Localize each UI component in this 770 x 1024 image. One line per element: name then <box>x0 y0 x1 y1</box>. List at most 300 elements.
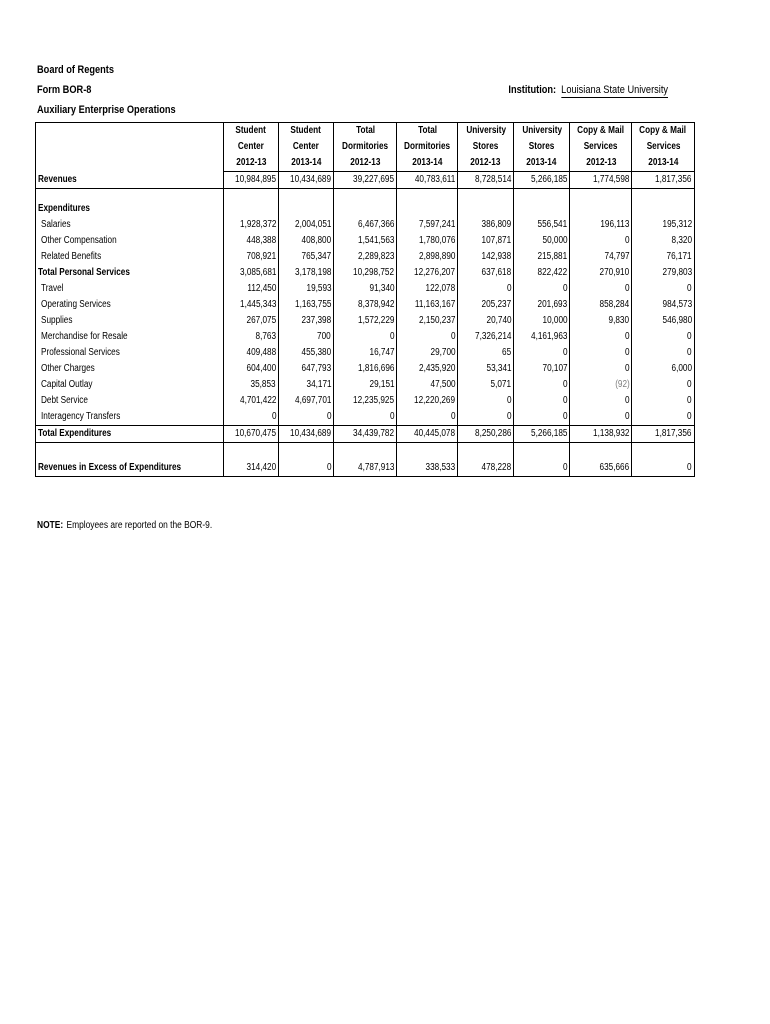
expenditure-value-text: 29,700 <box>430 347 456 358</box>
revenues-row <box>36 172 695 189</box>
expenditure-value-text: 0 <box>624 331 630 342</box>
revenues-value-text: 1,817,356 <box>655 174 692 185</box>
column-header-1 <box>224 123 279 140</box>
expenditure-value-text: 10,298,752 <box>353 267 395 278</box>
expenditure-value-text: 34,171 <box>306 379 332 390</box>
column-header-3 <box>334 139 397 155</box>
expenditure-value-text: 858,284 <box>599 299 630 310</box>
expenditure-row <box>36 265 695 281</box>
expenditure-value <box>458 377 514 393</box>
expenditure-value <box>632 409 694 426</box>
spacer-cell <box>514 189 570 202</box>
expenditure-row <box>36 409 695 426</box>
expenditure-value <box>334 281 397 297</box>
column-header-8-text: 2013-14 <box>648 157 679 168</box>
expenditure-value <box>570 265 632 281</box>
expenditure-value-text: 47,500 <box>430 379 456 390</box>
expenditure-value <box>570 409 632 426</box>
expenditure-value <box>397 297 458 313</box>
excess-value-text: 0 <box>562 462 568 473</box>
expenditure-row <box>36 377 695 393</box>
expenditure-value <box>514 265 570 281</box>
revenues-label-text: Revenues <box>38 173 77 185</box>
total-expenditures-value-text: 10,670,475 <box>235 428 277 439</box>
expenditure-value <box>458 313 514 329</box>
excess-value-text: 0 <box>326 462 332 473</box>
expenditure-value <box>279 393 334 409</box>
expenditure-value-text: 1,816,696 <box>357 363 395 374</box>
spacer-cell <box>632 443 694 461</box>
expenditure-value-text: 12,220,269 <box>414 395 456 406</box>
column-header-7 <box>570 139 632 155</box>
expenditure-value <box>334 297 397 313</box>
empty-cell <box>632 201 694 217</box>
expenditure-value <box>632 313 694 329</box>
expenditure-row <box>36 313 695 329</box>
expenditure-value-text: 0 <box>687 331 692 342</box>
expenditure-value-text: 107,871 <box>481 235 512 246</box>
expenditure-value <box>279 329 334 345</box>
expenditure-value-text: 0 <box>687 411 692 422</box>
total-expenditures-value-text: 34,439,782 <box>353 428 395 439</box>
expenditure-label <box>36 297 224 313</box>
excess-value <box>397 460 458 477</box>
spacer-cell <box>632 189 694 202</box>
expenditure-value <box>224 217 279 233</box>
revenues-value-text: 5,266,185 <box>530 174 568 185</box>
total-expenditures-value <box>514 426 570 443</box>
expenditure-value <box>334 409 397 426</box>
expenditure-value-text: 0 <box>562 347 568 358</box>
spacer-cell <box>224 443 279 461</box>
expenditure-value <box>397 393 458 409</box>
excess-value-text: 314,420 <box>246 462 277 473</box>
expenditure-value <box>224 313 279 329</box>
expenditure-value-text: 637,618 <box>481 267 512 278</box>
header-label-cell <box>36 123 224 140</box>
expenditure-value <box>397 329 458 345</box>
expenditure-value-text: 0 <box>506 411 512 422</box>
expenditure-value-text: 0 <box>687 379 692 390</box>
column-header-7-text: Services <box>583 141 618 152</box>
expenditure-value <box>458 361 514 377</box>
column-header-4-text: Dormitories <box>404 141 451 152</box>
expenditure-value <box>334 361 397 377</box>
excess-value <box>224 460 279 477</box>
expenditure-value <box>458 393 514 409</box>
column-header-6-text: 2013-14 <box>526 157 557 168</box>
excess-label <box>36 460 224 477</box>
expenditure-value <box>224 249 279 265</box>
table-body <box>36 123 695 477</box>
expenditure-value <box>570 249 632 265</box>
expenditure-value-text: 7,597,241 <box>418 219 456 230</box>
expenditure-value-text: 20,740 <box>486 315 512 326</box>
expenditure-value <box>632 281 694 297</box>
expenditure-value-text: 448,388 <box>246 235 277 246</box>
expenditure-label-text: Merchandise for Resale <box>41 331 128 342</box>
expenditure-value-text: 0 <box>687 347 692 358</box>
expenditure-value <box>397 249 458 265</box>
expenditure-value-text: 4,697,701 <box>294 395 332 406</box>
column-header-6-text: Stores <box>528 141 555 152</box>
excess-value-text: 338,533 <box>425 462 456 473</box>
expenditure-value <box>224 265 279 281</box>
expenditure-value-text: 2,435,920 <box>418 363 456 374</box>
revenues-value-text: 39,227,695 <box>353 174 395 185</box>
expenditure-value-text: 122,078 <box>425 283 456 294</box>
expenditure-value <box>632 329 694 345</box>
expenditure-value-text: 0 <box>562 379 568 390</box>
expenditure-value-text: 201,693 <box>537 299 568 310</box>
expenditure-value <box>514 281 570 297</box>
expenditure-label <box>36 345 224 361</box>
total-expenditures-label <box>36 426 224 443</box>
expenditure-value-text: 1,780,076 <box>418 235 456 246</box>
column-header-1-text: 2012-13 <box>235 157 267 168</box>
expenditure-label-text: Related Benefits <box>41 251 102 262</box>
expenditure-value <box>224 361 279 377</box>
expenditure-value <box>334 345 397 361</box>
revenues-value-text: 40,783,611 <box>414 174 456 185</box>
expenditure-value-text: 700 <box>317 331 332 342</box>
expenditure-value <box>514 249 570 265</box>
excess-value <box>632 460 694 477</box>
expenditure-value-text: 0 <box>506 395 512 406</box>
expenditure-value <box>570 329 632 345</box>
total-expenditures-row <box>36 426 695 443</box>
expenditure-value-text: 12,235,925 <box>353 395 395 406</box>
expenditure-row <box>36 217 695 233</box>
expenditure-label <box>36 361 224 377</box>
column-header-7-text: 2012-13 <box>585 157 616 168</box>
expenditure-value <box>570 281 632 297</box>
column-header-2 <box>279 139 334 155</box>
expenditure-value <box>334 329 397 345</box>
column-header-5 <box>458 123 514 140</box>
column-header-4 <box>397 123 458 140</box>
column-header-3 <box>334 123 397 140</box>
excess-value-text: 4,787,913 <box>357 462 395 473</box>
expenditure-value <box>514 377 570 393</box>
column-header-8 <box>632 139 694 155</box>
expenditure-value <box>397 313 458 329</box>
excess-value <box>458 460 514 477</box>
spacer-row <box>36 443 695 461</box>
total-expenditures-value-text: 1,138,932 <box>592 428 630 439</box>
column-header-2-text: Center <box>293 141 320 152</box>
expenditure-value <box>632 297 694 313</box>
column-header-row <box>36 123 695 140</box>
expenditure-value-text: 35,853 <box>250 379 277 390</box>
form-title-board: Board of Regents <box>37 64 115 76</box>
expenditure-value <box>224 345 279 361</box>
expenditure-value-text: 70,107 <box>542 363 568 374</box>
header-label-cell <box>36 155 224 172</box>
expenditure-label-text: Debt Service <box>41 395 88 406</box>
revenues-value-text: 1,774,598 <box>592 174 630 185</box>
column-header-row <box>36 155 695 172</box>
expenditure-value-text: 0 <box>624 411 630 422</box>
expenditure-value-text: 0 <box>624 363 630 374</box>
expenditure-label-text: Capital Outlay <box>41 379 93 390</box>
expenditure-value <box>570 361 632 377</box>
expenditure-value <box>570 297 632 313</box>
expenditure-value-text: 50,000 <box>542 235 568 246</box>
empty-cell <box>514 201 570 217</box>
expenditure-value-text: 3,178,198 <box>294 267 332 278</box>
column-header-4-text: Total <box>417 125 437 136</box>
spacer-cell <box>36 189 224 202</box>
expenditure-value-text: 267,075 <box>246 315 277 326</box>
excess-value-text: 0 <box>687 462 692 473</box>
column-header-3 <box>334 155 397 172</box>
spacer-cell <box>224 189 279 202</box>
column-header-2 <box>279 123 334 140</box>
column-header-5-text: University <box>465 125 506 136</box>
expenditure-row <box>36 345 695 361</box>
institution-label: Institution: <box>508 84 557 96</box>
expenditure-value <box>570 393 632 409</box>
expenditure-value-text: 0 <box>624 283 630 294</box>
expenditure-value <box>397 409 458 426</box>
expenditure-value-text: 2,004,051 <box>294 219 332 230</box>
expenditure-value-text: 0 <box>624 395 630 406</box>
column-header-3-text: Dormitories <box>342 141 389 152</box>
expenditure-value <box>397 281 458 297</box>
expenditure-value-text: 112,450 <box>247 283 277 294</box>
expenditure-value-text: 237,398 <box>301 315 332 326</box>
spacer-cell <box>334 443 397 461</box>
column-header-5 <box>458 155 514 172</box>
expenditure-value <box>334 249 397 265</box>
revenues-value <box>570 172 632 189</box>
expenditure-value <box>514 313 570 329</box>
expenditure-value <box>514 217 570 233</box>
expenditure-value <box>224 281 279 297</box>
expenditure-row <box>36 393 695 409</box>
expenditure-label-text: Other Charges <box>41 363 95 374</box>
expenditure-value-text: 408,800 <box>301 235 332 246</box>
expenditure-row <box>36 329 695 345</box>
spacer-cell <box>570 443 632 461</box>
expenditure-label <box>36 409 224 426</box>
expenditure-label-text: Salaries <box>41 219 71 230</box>
spacer-cell <box>36 443 224 461</box>
expenditure-value <box>570 233 632 249</box>
expenditure-value <box>458 265 514 281</box>
expenditure-label <box>36 217 224 233</box>
expenditure-value <box>458 217 514 233</box>
expenditure-value <box>224 393 279 409</box>
expenditure-value <box>279 345 334 361</box>
expenditure-label-text: Other Compensation <box>41 235 117 246</box>
revenues-value-text: 10,984,895 <box>235 174 277 185</box>
expenditure-value <box>224 409 279 426</box>
expenditure-value-text: 0 <box>389 411 395 422</box>
expenditure-value-text: 708,921 <box>246 251 277 262</box>
total-expenditures-value-text: 8,250,286 <box>474 428 512 439</box>
expenditure-value <box>397 377 458 393</box>
form-title-number: Form BOR-8 <box>37 84 92 96</box>
expenditure-value-text: 195,312 <box>662 219 692 230</box>
expenditure-value-text: 4,701,422 <box>239 395 277 406</box>
column-header-6-text: University <box>521 125 562 136</box>
expenditure-value-text: 53,341 <box>486 363 512 374</box>
excess-label-text: Revenues in Excess of Expenditures <box>38 462 182 473</box>
expenditure-value <box>458 249 514 265</box>
spacer-cell <box>570 189 632 202</box>
expenditure-row <box>36 361 695 377</box>
expenditure-value-text: 1,445,343 <box>239 299 277 310</box>
expenditure-value-text: 822,422 <box>537 267 568 278</box>
expenditure-value-text: 1,928,372 <box>239 219 277 230</box>
expenditure-value-text: (92) <box>614 379 630 390</box>
expenditure-value-text: 279,803 <box>662 267 692 278</box>
footnote <box>37 520 212 531</box>
expenditure-value <box>397 233 458 249</box>
column-header-3-text: 2012-13 <box>350 157 381 168</box>
expenditures-heading <box>36 201 224 217</box>
total-expenditures-value-text: 5,266,185 <box>530 428 568 439</box>
excess-value <box>514 460 570 477</box>
expenditure-value <box>397 217 458 233</box>
column-header-7 <box>570 123 632 140</box>
expenditure-value-text: 0 <box>506 283 512 294</box>
column-header-3-text: Total <box>355 125 375 136</box>
expenditure-label <box>36 249 224 265</box>
expenditure-value-text: 0 <box>450 411 456 422</box>
expenditure-value <box>334 377 397 393</box>
expenditure-value <box>632 345 694 361</box>
expenditure-value-text: 270,910 <box>599 267 630 278</box>
expenditure-value-text: 74,797 <box>604 251 630 262</box>
expenditure-value <box>632 361 694 377</box>
total-expenditures-value <box>397 426 458 443</box>
expenditure-value-text: 2,289,823 <box>357 251 395 262</box>
expenditure-value <box>334 393 397 409</box>
spacer-cell <box>397 189 458 202</box>
expenditure-label-text: Travel <box>41 283 64 294</box>
revenues-value-text: 8,728,514 <box>474 174 512 185</box>
expenditure-value <box>397 265 458 281</box>
revenues-value <box>514 172 570 189</box>
column-header-8-text: Copy & Mail <box>639 125 687 136</box>
expenditure-value-text: 386,809 <box>481 219 512 230</box>
expenditure-value-text: 8,763 <box>255 331 277 342</box>
excess-value-text: 635,666 <box>599 462 630 473</box>
total-expenditures-value <box>632 426 694 443</box>
note-label: NOTE: <box>37 520 64 531</box>
expenditure-value <box>334 313 397 329</box>
expenditure-value <box>279 249 334 265</box>
expenditure-value <box>458 297 514 313</box>
expenditure-value-text: 546,980 <box>662 315 692 326</box>
expenditure-label <box>36 329 224 345</box>
expenditure-value-text: 0 <box>562 395 568 406</box>
expenditure-value <box>632 249 694 265</box>
expenditure-value-text: 16,747 <box>369 347 395 358</box>
expenditure-value-text: 2,150,237 <box>418 315 456 326</box>
institution-value: Louisiana State University <box>561 84 668 96</box>
expenditure-value <box>514 393 570 409</box>
expenditure-row <box>36 281 695 297</box>
expenditure-label-text: Operating Services <box>41 299 111 310</box>
expenditure-value-text: 215,881 <box>537 251 568 262</box>
expenditures-heading-row <box>36 201 695 217</box>
expenditure-value <box>279 297 334 313</box>
spacer-cell <box>514 443 570 461</box>
revenues-value <box>279 172 334 189</box>
expenditure-value <box>279 409 334 426</box>
column-header-5 <box>458 139 514 155</box>
expenditure-value <box>334 233 397 249</box>
spacer-cell <box>279 443 334 461</box>
expenditure-value-text: 0 <box>687 283 692 294</box>
expenditure-value <box>279 217 334 233</box>
empty-cell <box>397 201 458 217</box>
expenditure-value <box>570 313 632 329</box>
expenditure-value <box>632 265 694 281</box>
total-expenditures-value-text: 10,434,689 <box>290 428 332 439</box>
expenditure-value-text: 0 <box>389 331 395 342</box>
expenditure-value-text: 0 <box>687 395 692 406</box>
expenditure-value-text: 6,000 <box>671 363 692 374</box>
expenditure-value-text: 1,572,229 <box>357 315 395 326</box>
column-header-7-text: Copy & Mail <box>577 125 625 136</box>
expenditure-value-text: 196,113 <box>600 219 630 230</box>
column-header-2-text: 2013-14 <box>291 157 322 168</box>
expenditure-value <box>570 377 632 393</box>
expenditure-value-text: 0 <box>624 347 630 358</box>
empty-cell <box>458 201 514 217</box>
expenditure-value-text: 765,347 <box>301 251 332 262</box>
total-expenditures-value-text: 1,817,356 <box>655 428 692 439</box>
expenditure-value <box>570 217 632 233</box>
expenditure-value-text: 65 <box>502 347 512 358</box>
expenditure-value <box>279 281 334 297</box>
expenditure-value <box>458 281 514 297</box>
expenditure-label <box>36 393 224 409</box>
expenditure-value-text: 12,276,207 <box>414 267 456 278</box>
column-header-8 <box>632 155 694 172</box>
expenditure-value-text: 455,380 <box>301 347 332 358</box>
column-header-6 <box>514 155 570 172</box>
column-header-4 <box>397 155 458 172</box>
column-header-4-text: 2013-14 <box>412 157 443 168</box>
expenditure-value <box>224 297 279 313</box>
total-expenditures-value <box>279 426 334 443</box>
expenditure-value-text: 8,378,942 <box>357 299 395 310</box>
total-expenditures-value <box>570 426 632 443</box>
expenditure-value-text: 0 <box>326 411 332 422</box>
column-header-1 <box>224 139 279 155</box>
spacer-cell <box>334 189 397 202</box>
empty-cell <box>224 201 279 217</box>
expenditure-value <box>632 233 694 249</box>
expenditure-row <box>36 249 695 265</box>
revenues-value <box>458 172 514 189</box>
institution-field <box>508 84 668 96</box>
revenues-value <box>224 172 279 189</box>
expenditure-value <box>514 297 570 313</box>
expenditure-value-text: 0 <box>271 411 277 422</box>
expenditure-value-text: 11,163,167 <box>414 299 456 310</box>
expenditure-value <box>279 377 334 393</box>
expenditure-value <box>224 329 279 345</box>
expenditure-value-text: 142,938 <box>481 251 512 262</box>
expenditure-label <box>36 313 224 329</box>
